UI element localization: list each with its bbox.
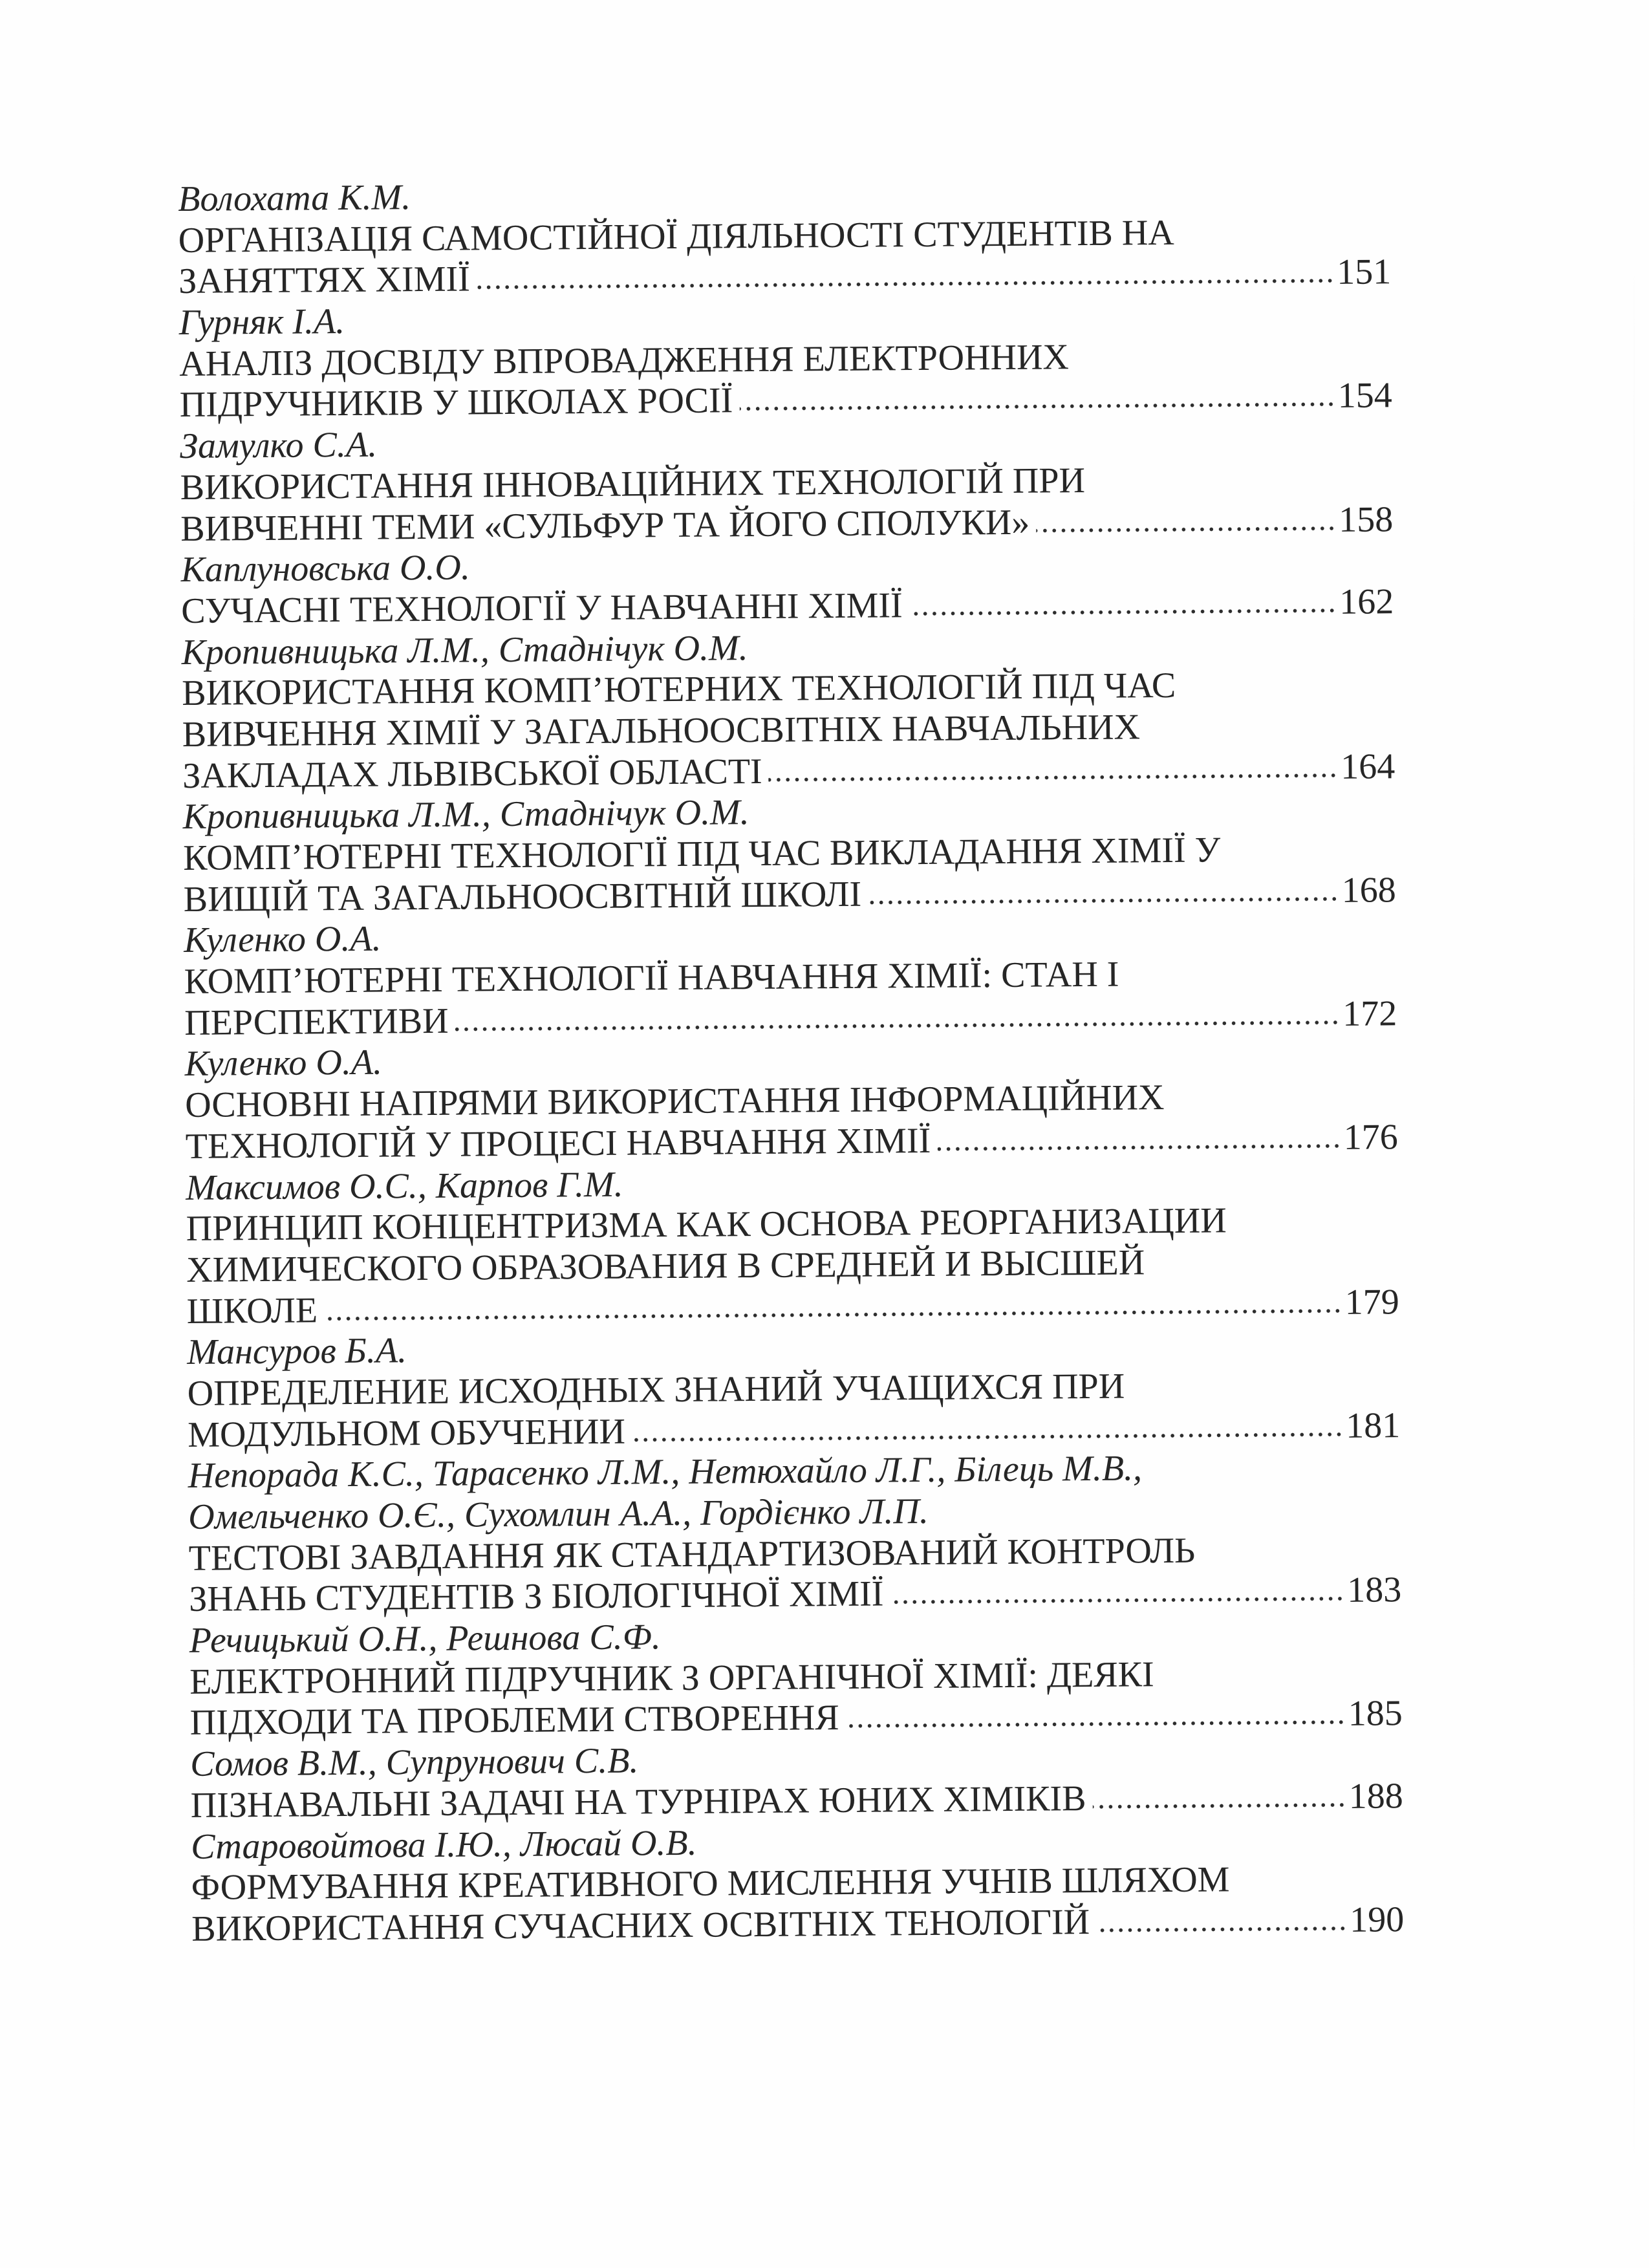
- entry-authors: Куленко О.А.: [184, 918, 382, 961]
- dot-leader: [632, 1432, 1343, 1443]
- dot-leader: [324, 1308, 1342, 1321]
- toc-entry: [178, 169, 1391, 303]
- entry-title-text: ТЕСТОВІ ЗАВДАННЯ ЯК СТАНДАРТИЗОВАНИЙ КОНТРОЛЬ: [188, 1530, 1196, 1579]
- page-number: 188: [1348, 1776, 1403, 1817]
- dot-leader: [868, 896, 1339, 905]
- entry-authors: Мансуров Б.А.: [187, 1330, 407, 1373]
- entry-title-text: ПІДРУЧНИКІВ У ШКОЛАХ РОСІЇ: [179, 380, 733, 426]
- toc-entry: [186, 1158, 1399, 1332]
- page-number: 172: [1342, 993, 1397, 1034]
- entry-title-text: ПІЗНАВАЛЬНІ ЗАДАЧІ НА ТУРНІРАХ ЮНИХ ХІМІКІВ: [190, 1778, 1086, 1826]
- entry-title-text: ВИКОРИСТАННЯ СУЧАСНИХ ОСВІТНІХ ТЕНОЛОГІЙ: [191, 1901, 1090, 1949]
- toc-entry: [187, 1323, 1400, 1456]
- entry-authors: Кропивницька Л.М., Стаднічук О.М.: [182, 792, 749, 837]
- entry-title-text: ВИКОРИСТАННЯ ІННОВАЦІЙНИХ ТЕХНОЛОГІЙ ПРИ: [180, 460, 1086, 508]
- dot-leader: [769, 773, 1339, 783]
- entry-title-text: ВИЩІЙ ТА ЗАГАЛЬНООСВІТНІЙ ШКОЛІ: [183, 874, 862, 920]
- entry-authors: Замулко С.А.: [180, 424, 378, 467]
- entry-authors: Омельченко О.Є., Сухомлин А.А., Гордієнко Л.П.: [188, 1491, 929, 1537]
- entry-title-text: ОПРЕДЕЛЕНИЕ ИСХОДНЫХ ЗНАНИЙ УЧАЩИХСЯ ПРИ: [187, 1366, 1125, 1414]
- entry-title-text: ЕЛЕКТРОННИЙ ПІДРУЧНИК З ОРГАНІЧНОЇ ХІМІЇ: ДЕЯКІ: [189, 1654, 1154, 1702]
- page-number: 185: [1348, 1693, 1403, 1734]
- entry-authors: Старовойтова І.Ю., Люсай О.В.: [191, 1822, 697, 1867]
- entry-title-text: ПРИНЦИП КОНЦЕНТРИЗМА КАК ОСНОВА РЕОРГАНИЗАЦИИ: [186, 1200, 1227, 1249]
- toc-entry: [190, 1734, 1403, 1826]
- toc-entry: [189, 1611, 1403, 1744]
- page-number: 162: [1339, 581, 1394, 622]
- page-number: 181: [1345, 1405, 1401, 1446]
- entry-title-text: КОМП’ЮТЕРНІ ТЕХНОЛОГІЇ НАВЧАННЯ ХІМІЇ: СТАН І: [184, 954, 1119, 1002]
- dot-leader: [477, 278, 1334, 290]
- entry-authors: Речицький О.Н., Решнова С.Ф.: [189, 1617, 661, 1661]
- page-number: 176: [1343, 1117, 1398, 1158]
- entry-title-text: СУЧАСНІ ТЕХНОЛОГІЇ У НАВЧАННІ ХІМІЇ: [181, 585, 903, 631]
- page-number: 151: [1336, 252, 1392, 293]
- entry-title-text: ВИКОРИСТАННЯ КОМП’ЮТЕРНИХ ТЕХНОЛОГІЙ ПІД ЧАС: [182, 665, 1176, 714]
- entry-authors: Максимов О.С., Карпов Г.М.: [186, 1164, 623, 1208]
- page-number: 168: [1341, 869, 1396, 911]
- dot-leader: [1036, 525, 1336, 533]
- page-number: 179: [1344, 1281, 1399, 1323]
- entry-title-text: КОМП’ЮТЕРНІ ТЕХНОЛОГІЇ ПІД ЧАС ВИКЛАДАННЯ ХІМІЇ У: [183, 830, 1221, 878]
- scan-edge-shadow: [1633, 246, 1635, 2186]
- page-number: 190: [1349, 1899, 1405, 1940]
- entry-authors: Каплуновська О.О.: [180, 547, 471, 590]
- entry-title-text: ВИВЧЕННІ ТЕМИ «СУЛЬФУР ТА ЙОГО СПОЛУКИ»: [180, 502, 1030, 549]
- dot-leader: [1096, 1926, 1347, 1933]
- table-of-contents: [178, 169, 1404, 1950]
- entry-title-text: ПЕРСПЕКТИВИ: [184, 1000, 449, 1043]
- entry-title-text: ФОРМУВАННЯ КРЕАТИВНОГО МИСЛЕННЯ УЧНІВ ШЛЯХОМ: [191, 1859, 1230, 1908]
- toc-entry: [181, 540, 1394, 632]
- entry-title-text: ВИВЧЕННЯ ХІМІЇ У ЗАГАЛЬНООСВІТНІХ НАВЧАЛЬНИХ: [182, 707, 1141, 755]
- toc-entry: [182, 623, 1396, 797]
- toc-entry: [184, 911, 1397, 1044]
- page-number: 158: [1338, 499, 1394, 540]
- dot-leader: [846, 1720, 1346, 1729]
- dot-leader: [937, 1143, 1341, 1152]
- entry-title-text: ЗАНЯТТЯХ ХІМІЇ: [178, 259, 471, 302]
- entry-title-text: ТЕХНОЛОГІЙ У ПРОЦЕСІ НАВЧАННЯ ХІМІЇ: [185, 1120, 931, 1167]
- entry-title-text: ПІДХОДИ ТА ПРОБЛЕМИ СТВОРЕННЯ: [189, 1698, 839, 1744]
- entry-title-text: ОСНОВНІ НАПРЯМИ ВИКОРИСТАННЯ ІНФОРМАЦІЙНИХ: [185, 1077, 1165, 1126]
- toc-entry: [185, 1035, 1398, 1168]
- dot-leader: [1093, 1802, 1346, 1809]
- entry-title-last-line: [191, 1899, 1404, 1950]
- entry-authors: Волохата К.М.: [178, 177, 411, 219]
- entry-title-text: МОДУЛЬНОМ ОБУЧЕНИИ: [188, 1411, 626, 1455]
- entry-title-text: ОРГАНІЗАЦІЯ САМОСТІЙНОЇ ДІЯЛЬНОСТІ СТУДЕНТІВ НА: [178, 212, 1174, 261]
- dot-leader: [455, 1020, 1341, 1032]
- entry-title-text: ЗАКЛАДАХ ЛЬВІВСЬКОЇ ОБЛАСТІ: [182, 751, 762, 796]
- dot-leader: [739, 402, 1335, 411]
- page-number: 164: [1340, 746, 1396, 787]
- toc-entry: [191, 1817, 1404, 1950]
- toc-entry: [188, 1447, 1402, 1621]
- entry-title-text: ХИМИЧЕСКОГО ОБРАЗОВАНИЯ В СРЕДНЕЙ И ВЫСШЕЙ: [186, 1242, 1145, 1290]
- entry-title-text: АНАЛІЗ ДОСВІДУ ВПРОВАДЖЕННЯ ЕЛЕКТРОННИХ: [179, 336, 1070, 384]
- toc-entry: [183, 788, 1396, 921]
- page-number: 154: [1337, 375, 1392, 416]
- entry-authors: Кропивницька Л.М., Стаднічук О.М.: [181, 627, 748, 673]
- entry-authors: Гурняк І.А.: [178, 301, 345, 343]
- entry-authors: Непорада К.С., Тарасенко Л.М., Нетюхайло Л.Г., Білець М.В.,: [188, 1448, 1143, 1496]
- dot-leader: [890, 1596, 1344, 1605]
- entry-title-text: ЗНАНЬ СТУДЕНТІВ З БІОЛОГІЧНОЇ ХІМІЇ: [189, 1573, 884, 1620]
- entry-title-text: ШКОЛЕ: [186, 1290, 318, 1332]
- toc-entry: [179, 293, 1392, 426]
- dot-leader: [909, 608, 1337, 616]
- page-number: 183: [1346, 1570, 1402, 1611]
- entry-authors: Сомов В.М., Супрунович С.В.: [190, 1740, 639, 1785]
- toc-entry: [180, 416, 1393, 550]
- entry-authors: Куленко О.А.: [184, 1042, 383, 1085]
